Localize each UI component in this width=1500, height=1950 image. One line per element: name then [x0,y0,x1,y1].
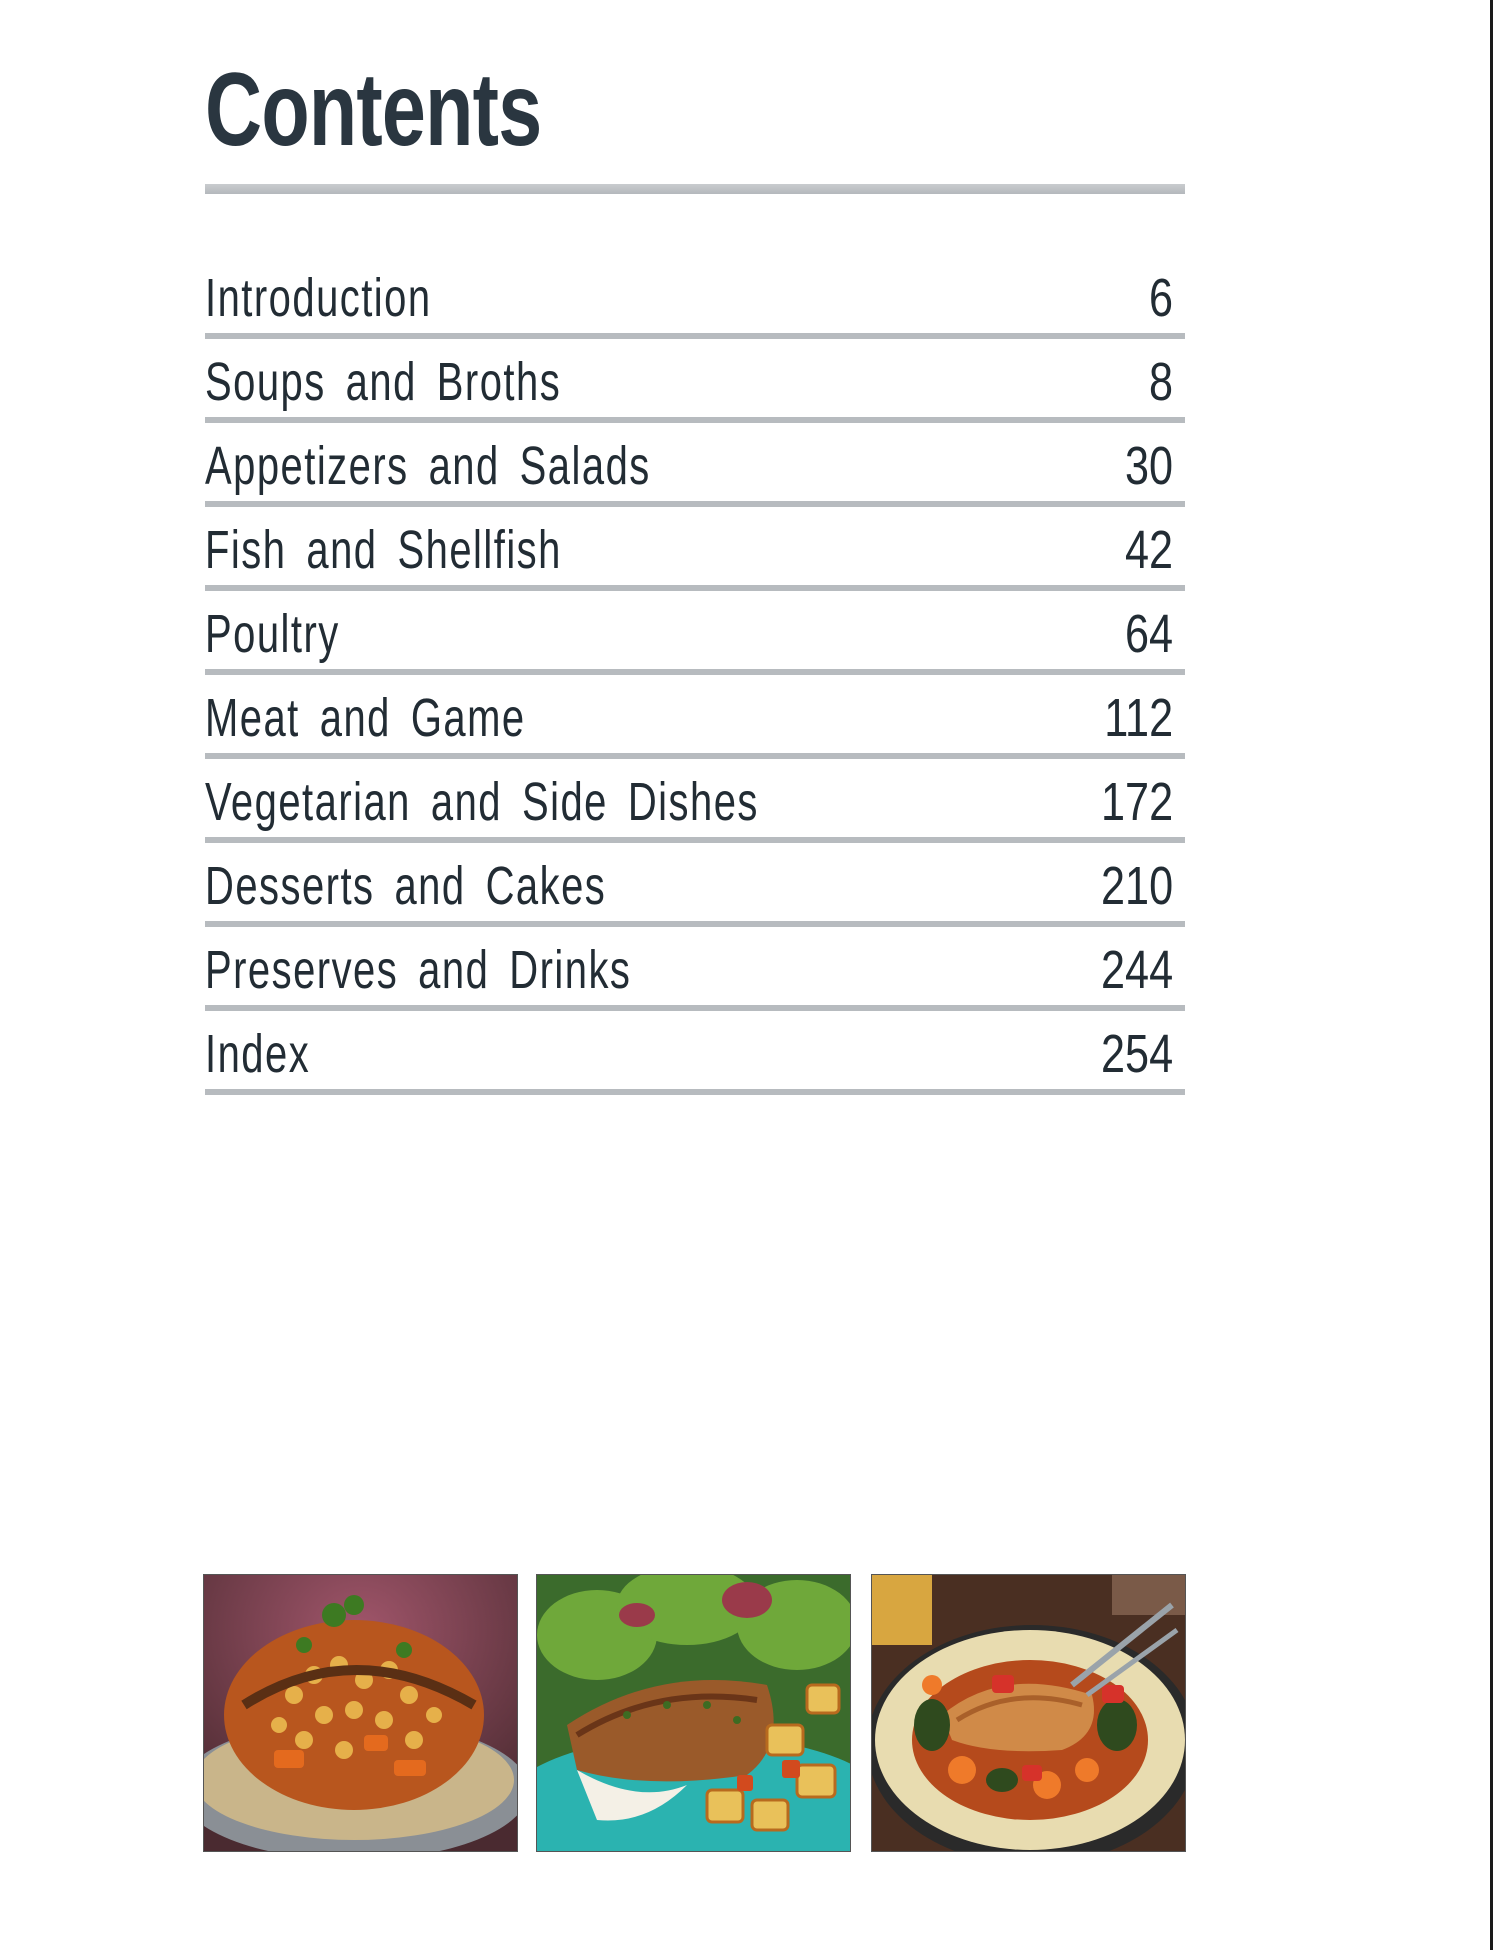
page-title: Contents [205,52,542,168]
toc-entry-title: Index [205,1024,311,1084]
toc-entry-page: 64 [1124,604,1173,664]
toc-entry-appetizers[interactable] [205,423,1185,507]
toc-entry-page: 42 [1124,520,1173,580]
page-edge [1490,0,1493,1950]
toc-entry-title: Vegetarian and Side Dishes [205,772,759,832]
toc-entry-meat[interactable] [205,675,1185,759]
toc-entry-desserts[interactable] [205,843,1185,927]
toc-entry-page: 6 [1148,268,1173,328]
toc-entry-page: 210 [1100,856,1173,916]
toc-entry-index[interactable] [205,1011,1185,1095]
title-divider [205,184,1185,194]
toc-entry-fish[interactable] [205,507,1185,591]
chickpea-tagine-photo [204,1575,517,1851]
toc-entry-title: Appetizers and Salads [205,436,651,496]
toc-entry-page: 172 [1100,772,1173,832]
toc-entry-title: Meat and Game [205,688,526,748]
toc-entry-preserves[interactable] [205,927,1185,1011]
toc-entry-soups[interactable] [205,339,1185,423]
toc-entry-page: 244 [1100,940,1173,1000]
toc-entry-poultry[interactable] [205,591,1185,675]
toc-entry-title: Fish and Shellfish [205,520,562,580]
table-of-contents [205,255,1185,1095]
toc-entry-vegetarian[interactable] [205,759,1185,843]
toc-entry-title: Desserts and Cakes [205,856,607,916]
toc-entry-introduction[interactable] [205,255,1185,339]
grilled-fish-photo [537,1575,850,1851]
chicken-stew-photo [872,1575,1185,1851]
toc-entry-page: 112 [1104,688,1173,748]
toc-entry-title: Poultry [205,604,340,664]
toc-entry-page: 254 [1100,1024,1173,1084]
toc-entry-page: 30 [1124,436,1173,496]
toc-entry-title: Preserves and Drinks [205,940,632,1000]
toc-entry-page: 8 [1148,352,1173,412]
toc-entry-title: Introduction [205,268,432,328]
toc-entry-title: Soups and Broths [205,352,562,412]
